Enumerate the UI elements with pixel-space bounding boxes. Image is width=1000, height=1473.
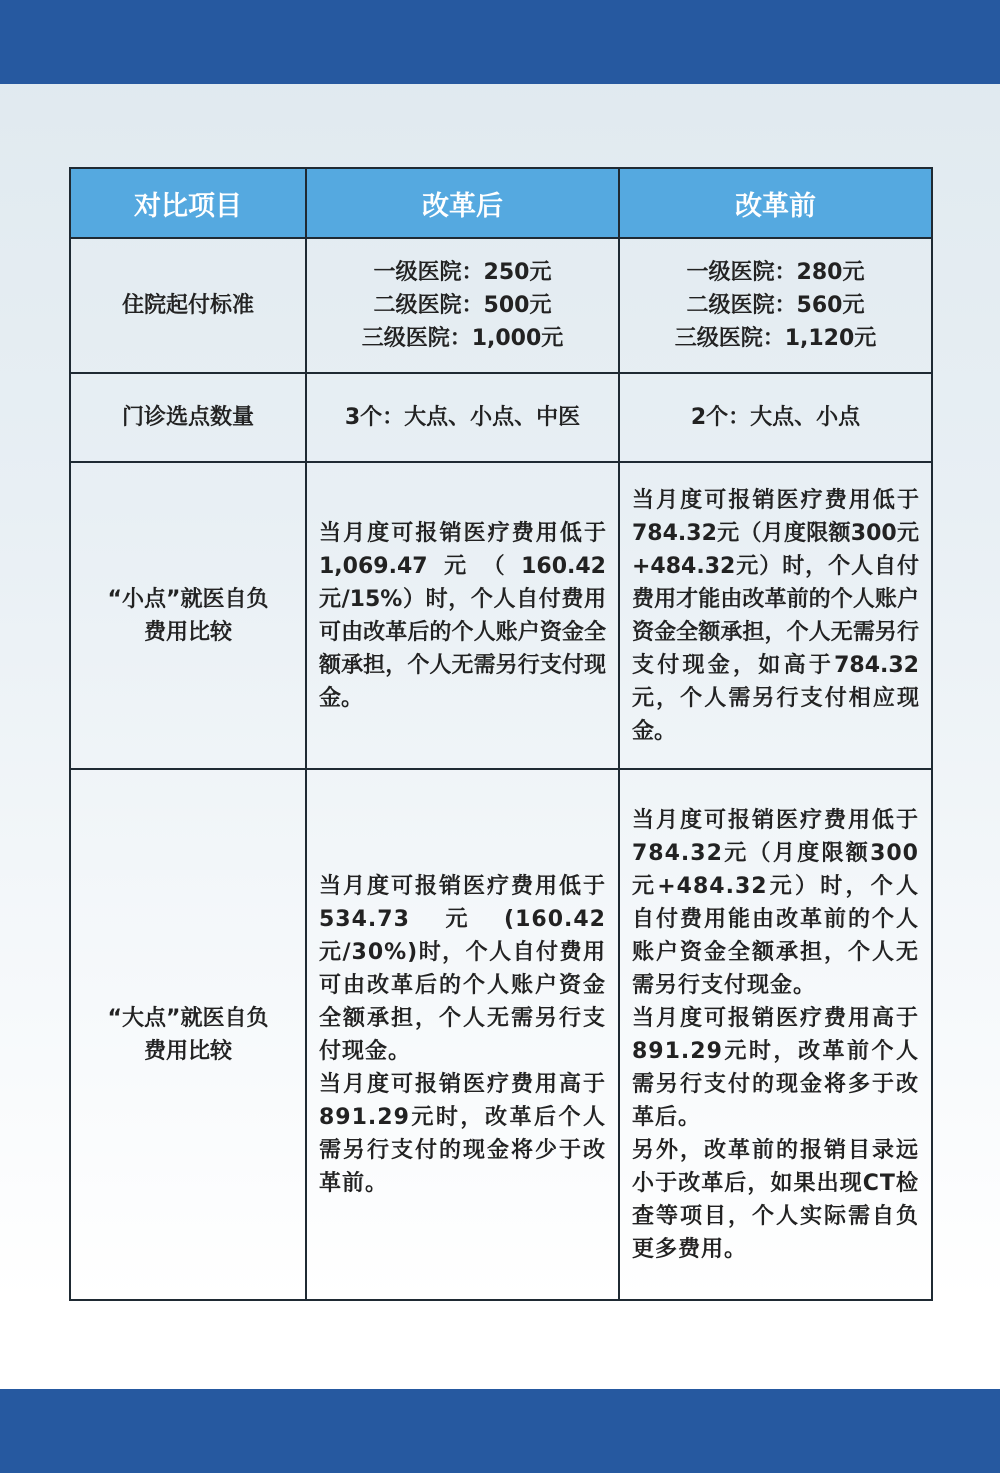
cell-before [619, 238, 932, 373]
row-label [70, 373, 306, 462]
cell-paragraph: 当月度可报销医疗费用高于891.29元时，改革后个人需另行支付的现金将少于改革前。 [319, 1071, 606, 1196]
cell-line: 二级医院：500元 [373, 293, 552, 318]
cell-paragraph: 当月度可报销医疗费用低于1,069.47元（160.42元/15%）时，个人自付费用可由改革后的个人账户资金全额承担，个人无需另行支付现金。 [319, 520, 606, 711]
cell-after [306, 769, 619, 1300]
table-row [70, 238, 932, 373]
cell-paragraph: 当月度可报销医疗费用低于534.73元(160.42元/30%)时，个人自付费用可由改革后的个人账户资金全额承担，个人无需另行支付现金。 [319, 873, 606, 1064]
cell-line: 一级医院：280元 [686, 260, 865, 285]
cell-paragraph: 另外，改革前的报销目录远小于改革后，如果出现CT检查等项目，个人实际需自负更多费用。 [632, 1137, 919, 1262]
header-after: 改革后 [306, 168, 619, 238]
cell-before [619, 462, 932, 769]
row-label-line: 门诊选点数量 [121, 405, 254, 430]
cell-paragraph: 当月度可报销医疗费用低于784.32元（月度限额300元+484.32元）时，个人自付费用能由改革前的个人账户资金全额承担，个人无需另行支付现金。 [632, 807, 919, 998]
cell-after [306, 462, 619, 769]
top-banner [0, 0, 1000, 84]
cell-before [619, 769, 932, 1300]
row-label [70, 769, 306, 1300]
row-label-line: 费用比较 [143, 619, 232, 645]
header-before: 改革前 [619, 168, 932, 238]
cell-after [306, 373, 619, 462]
comparison-table [69, 167, 933, 1301]
row-label-line: 费用比较 [143, 1038, 232, 1064]
cell-line: 二级医院：560元 [686, 293, 865, 318]
cell-line: 一级医院：250元 [373, 260, 552, 285]
row-label-line: 住院起付标准 [121, 293, 254, 318]
cell-before [619, 373, 932, 462]
cell-paragraph: 当月度可报销医疗费用高于891.29元时，改革前个人需另行支付的现金将多于改革后。 [632, 1005, 919, 1130]
cell-line: 3个：大点、小点、中医 [344, 405, 581, 430]
row-label [70, 238, 306, 373]
cell-line: 三级医院：1,120元 [674, 326, 877, 351]
header-row [70, 168, 932, 238]
cell-paragraph: 当月度可报销医疗费用低于784.32元（月度限额300元+484.32元）时，个人自付费用才能由改革前的个人账户资金全额承担，个人无需另行支付现金，如高于784.32元，个人需另行支付相应现金。 [632, 487, 919, 744]
cell-line: 2个：大点、小点 [690, 405, 861, 430]
table-row [70, 769, 932, 1300]
header-item: 对比项目 [70, 168, 306, 238]
row-label-line: “小点”就医自负 [107, 586, 269, 612]
bottom-banner [0, 1389, 1000, 1473]
cell-after [306, 238, 619, 373]
cell-line: 三级医院：1,000元 [361, 326, 564, 351]
row-label-line: “大点”就医自负 [107, 1005, 269, 1031]
table-row [70, 373, 932, 462]
row-label [70, 462, 306, 769]
table-row [70, 462, 932, 769]
